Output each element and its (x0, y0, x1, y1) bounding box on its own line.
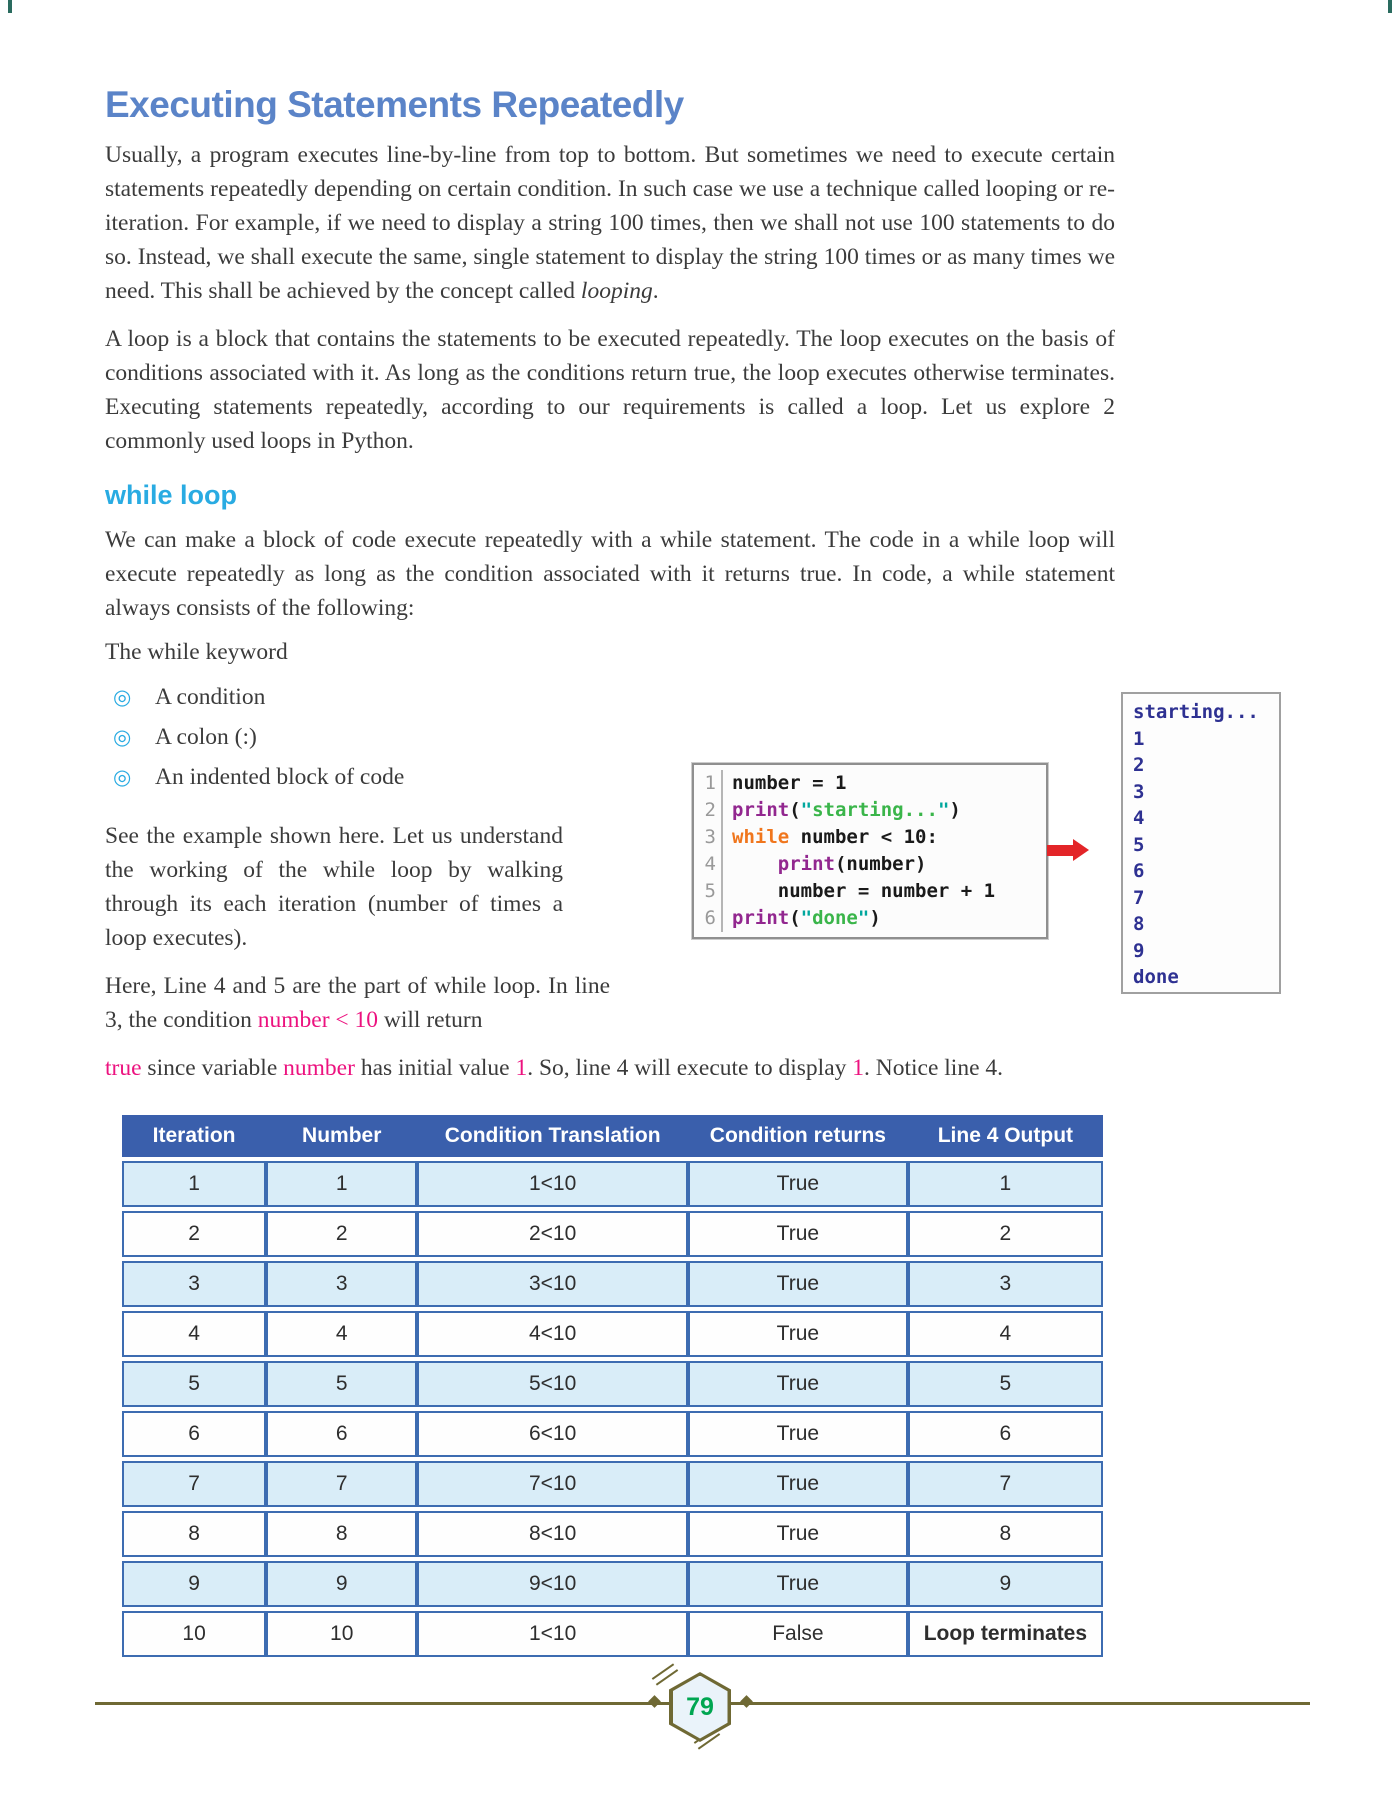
table-cell: True (688, 1411, 908, 1457)
bullseye-bullet-icon: ◎ (113, 725, 132, 749)
table-cell: 1<10 (417, 1611, 688, 1657)
code-line (694, 851, 1046, 878)
program-output-box (1121, 692, 1281, 994)
output-line: 6 (1133, 860, 1145, 882)
while-paragraph: We can make a block of code execute repeatedly with a while statement. The code in a while loop will execute repeatedly as long as the condition associated with it returns true. In code, a while statement always consists of the following: (105, 527, 1115, 621)
table-cell: 4<10 (417, 1311, 688, 1357)
table-cell: 8 (266, 1511, 417, 1557)
table-cell: 6 (122, 1411, 266, 1457)
table-cell: 10 (266, 1611, 417, 1657)
code-line-number: 1 (694, 770, 723, 797)
page-content (105, 84, 1259, 1661)
table-header-cell: Number (266, 1115, 417, 1157)
table-cell: True (688, 1211, 908, 1257)
output-line: 3 (1133, 780, 1145, 803)
table-cell: 4 (122, 1311, 266, 1357)
intro-paragraph-1: Usually, a program executes line-by-line from top to bottom. But sometimes we need to execute certain statements repeatedly depending on certain condition. In such case we use a technique called looping or re-iteration. For example, if we need to display a string 100 times, then we shall not use 100 statements to do so. Instead, we shall execute the same, single statement to display the string 100 times or as many times we need. This shall be achieved by the concept called looping. (105, 142, 1115, 304)
code-line-text: print(number) (777, 853, 927, 875)
bullseye-bullet-icon: ◎ (113, 685, 132, 709)
table-cell: 2 (908, 1211, 1103, 1257)
table-row (122, 1261, 1103, 1307)
table-cell: 2 (266, 1211, 417, 1257)
table-cell: 4 (908, 1311, 1103, 1357)
table-row (122, 1461, 1103, 1507)
table-cell: 7 (908, 1461, 1103, 1507)
table-cell: 3<10 (417, 1261, 688, 1307)
table-cell: Loop terminates (908, 1611, 1103, 1657)
page-number: 79 (686, 1692, 714, 1721)
output-line: done (1133, 966, 1179, 988)
page-border-tick-right (1388, 0, 1392, 13)
table-cell: 10 (122, 1611, 266, 1657)
table-cell: 9 (266, 1561, 417, 1607)
table-row (122, 1411, 1103, 1457)
bullseye-bullet-icon: ◎ (113, 765, 132, 789)
table-cell: 7<10 (417, 1461, 688, 1507)
iteration-table-body (122, 1161, 1103, 1657)
table-cell: 6 (908, 1411, 1103, 1457)
table-cell: 6<10 (417, 1411, 688, 1457)
table-header-cell: Condition returns (688, 1115, 908, 1157)
table-cell: 8 (908, 1511, 1103, 1557)
table-cell: 3 (266, 1261, 417, 1307)
page-border-tick-left (8, 0, 12, 13)
bullet-item (105, 717, 1115, 757)
diamond-ornament-left (648, 1695, 661, 1708)
right-arrow-icon (1047, 839, 1089, 861)
table-cell: 1 (122, 1161, 266, 1207)
bullet-item-label: A condition (155, 684, 266, 710)
intro-paragraph-2: A loop is a block that contains the statements to be executed repeatedly. The loop executes on the basis of conditions associated with it. As long as the conditions return true, the loop executes otherwise terminates. Executing statements repeatedly, according to our requirements is called a loop. Let us explore 2 commonly used loops in Python. (105, 326, 1115, 454)
table-cell: 7 (266, 1461, 417, 1507)
while-loop-heading: while loop (105, 480, 237, 510)
arrow-head (1073, 839, 1089, 861)
arrow-shaft (1047, 845, 1073, 856)
code-line-number: 2 (694, 797, 723, 824)
bullet-item-label: A colon (:) (155, 724, 257, 750)
table-header-cell: Iteration (122, 1115, 266, 1157)
table-cell: 3 (908, 1261, 1103, 1307)
table-cell: 4 (266, 1311, 417, 1357)
table-cell: 1 (908, 1161, 1103, 1207)
code-line (694, 770, 1046, 797)
table-cell: 1 (266, 1161, 417, 1207)
code-line (694, 797, 1046, 824)
code-line-text: print("done") (732, 907, 881, 929)
code-line-number: 5 (694, 878, 723, 905)
table-row (122, 1611, 1103, 1657)
table-cell: 2 (122, 1211, 266, 1257)
table-cell: 5 (122, 1361, 266, 1407)
table-cell: True (688, 1311, 908, 1357)
code-line-text: print("starting...") (732, 799, 961, 821)
table-cell: True (688, 1361, 908, 1407)
table-row (122, 1361, 1103, 1407)
output-line: 1 (1133, 727, 1145, 750)
code-line (694, 824, 1046, 851)
table-cell: True (688, 1161, 908, 1207)
output-line: 8 (1133, 913, 1145, 935)
output-line: 7 (1133, 886, 1145, 909)
code-line-text: number = 1 (732, 772, 847, 794)
while-keyword-line: The while keyword (105, 639, 288, 665)
table-row (122, 1161, 1103, 1207)
page-title: Executing Statements Repeatedly (105, 84, 684, 125)
table-cell: 3 (122, 1261, 266, 1307)
code-line-number: 3 (694, 824, 723, 851)
iteration-table-header (122, 1115, 1103, 1157)
code-line-text: number = number + 1 (732, 880, 996, 902)
table-cell: True (688, 1511, 908, 1557)
output-line: starting... (1133, 701, 1259, 723)
table-cell: 9<10 (417, 1561, 688, 1607)
bullet-item (105, 677, 1115, 717)
code-line (694, 905, 1046, 932)
bullet-item-label: An indented block of code (155, 764, 405, 790)
code-line-text: while number < 10: (732, 826, 938, 848)
table-cell: 1<10 (417, 1161, 688, 1207)
page-footer (0, 1688, 1400, 1768)
table-cell: 5 (266, 1361, 417, 1407)
table-row (122, 1511, 1103, 1557)
table-cell: 8 (122, 1511, 266, 1557)
example-paragraph-2: Here, Line 4 and 5 are the part of while loop. In line 3, the condition number < 10 will return (105, 973, 610, 1033)
diamond-ornament-right (740, 1695, 753, 1708)
table-cell: False (688, 1611, 908, 1657)
table-row (122, 1311, 1103, 1357)
table-cell: 7 (122, 1461, 266, 1507)
table-cell: 6 (266, 1411, 417, 1457)
table-cell: 9 (908, 1561, 1103, 1607)
table-cell: True (688, 1261, 908, 1307)
table-cell: 5 (908, 1361, 1103, 1407)
table-cell: 2<10 (417, 1211, 688, 1257)
table-row (122, 1211, 1103, 1257)
table-cell: True (688, 1561, 908, 1607)
code-line-number: 4 (694, 851, 723, 878)
output-line: 4 (1133, 807, 1145, 829)
table-row (122, 1561, 1103, 1607)
table-cell: 5<10 (417, 1361, 688, 1407)
output-line: 5 (1133, 833, 1145, 856)
python-code-block (692, 763, 1048, 939)
table-cell: True (688, 1461, 908, 1507)
iteration-table (122, 1111, 1103, 1661)
example-paragraph-1: See the example shown here. Let us understand the working of the while loop by walking through its each iteration (number of times a loop executes). (105, 823, 563, 951)
output-line: 2 (1133, 754, 1145, 776)
table-cell: 8<10 (417, 1511, 688, 1557)
table-header-cell: Condition Translation (417, 1115, 688, 1157)
code-line (694, 878, 1046, 905)
table-cell: 9 (122, 1561, 266, 1607)
page-number-badge (669, 1672, 731, 1742)
output-line: 9 (1133, 939, 1145, 962)
table-header-cell: Line 4 Output (908, 1115, 1103, 1157)
example-paragraph-3: true since variable number has initial value 1. So, line 4 will execute to display 1. Notice line 4. (105, 1055, 1004, 1081)
code-line-number: 6 (694, 905, 723, 932)
